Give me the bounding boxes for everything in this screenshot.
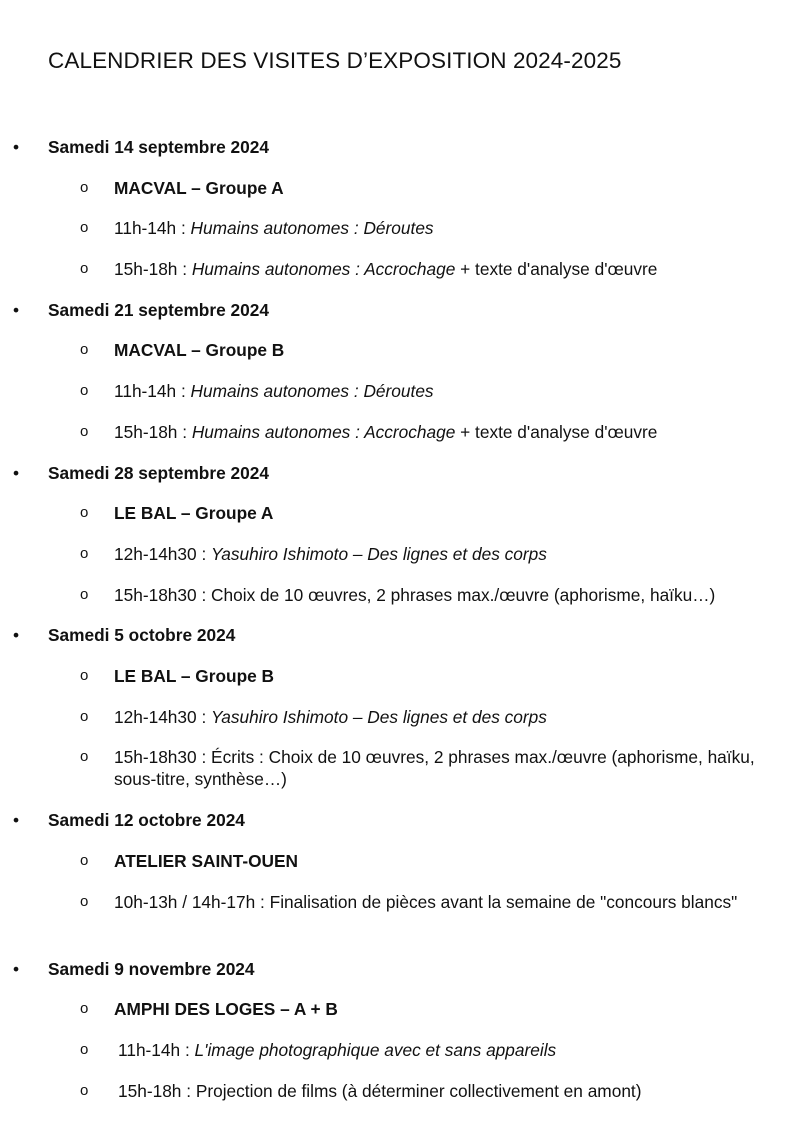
bullet-disc-icon: • (13, 625, 20, 646)
exhibition-title: Humains autonomes : Déroutes (190, 218, 434, 239)
venue-name: ATELIER SAINT-OUEN (114, 851, 299, 871)
exhibition-title: Yasuhiro Ishimoto – Des lignes et des corps (211, 543, 547, 564)
bullet-circle-icon: o (80, 260, 89, 278)
day-date: Samedi 28 septembre 2024 (48, 462, 269, 483)
day-date: Samedi 12 octobre 2024 (48, 810, 245, 831)
schedule-item (0, 258, 800, 299)
venue-item (0, 665, 800, 706)
bullet-circle-icon: o (80, 666, 89, 684)
schedule-item (0, 891, 800, 954)
bullet-circle-icon: o (80, 1041, 89, 1059)
bullet-circle-icon: o (80, 178, 89, 196)
day-heading (0, 809, 800, 850)
visit-calendar-list (0, 136, 800, 1120)
venue-name: MACVAL – Groupe B (114, 340, 285, 361)
day-date: Samedi 14 septembre 2024 (48, 137, 269, 157)
day-heading (0, 958, 800, 999)
schedule-time: 11h-14h : (114, 381, 191, 402)
bullet-circle-icon: o (80, 422, 89, 440)
day-date: Samedi 5 octobre 2024 (48, 625, 236, 646)
schedule-text: 15h-18h30 : Choix de 10 œuvres, 2 phrases max./œuvre (aphorisme, haïku…) (114, 584, 716, 605)
schedule-time: 11h-14h : (118, 1040, 195, 1061)
venue-name: AMPHI DES LOGES – A + B (114, 999, 338, 1020)
bullet-disc-icon: • (13, 810, 20, 831)
schedule-item (0, 1039, 800, 1080)
exhibition-title: Humains autonomes : Déroutes (190, 381, 434, 402)
schedule-item (0, 217, 800, 258)
bullet-circle-icon: o (80, 852, 89, 869)
day-heading (0, 136, 800, 177)
schedule-time: 15h-18h : (114, 421, 192, 442)
bullet-circle-icon: o (80, 341, 89, 359)
schedule-text: 15h-18h30 : Écrits : Choix de 10 œuvres, 2 phrases max./œuvre (aphorisme, haïku, sous-titre, synthèse…) (114, 747, 755, 790)
exhibition-title: Yasuhiro Ishimoto – Des lignes et des corps (211, 706, 547, 727)
exhibition-title: Humains autonomes : Accrochage (191, 421, 456, 442)
bullet-circle-icon: o (80, 1000, 89, 1018)
schedule-time: 12h-14h30 : (114, 543, 212, 564)
schedule-item (0, 421, 800, 462)
schedule-item (0, 543, 800, 584)
bullet-circle-icon: o (80, 504, 89, 522)
venue-item (0, 502, 800, 543)
page-title: CALENDRIER DES VISITES D’EXPOSITION 2024-2025 (48, 48, 622, 73)
bullet-disc-icon: • (13, 137, 20, 157)
schedule-note: + texte d'analyse d'œuvre (455, 259, 658, 280)
bullet-circle-icon: o (80, 544, 89, 562)
day-heading (0, 299, 800, 340)
schedule-time: 12h-14h30 : (114, 706, 212, 727)
schedule-item (0, 380, 800, 421)
bullet-circle-icon: o (80, 748, 89, 766)
bullet-disc-icon: • (13, 958, 20, 979)
venue-item (0, 998, 800, 1039)
bullet-disc-icon: • (13, 299, 20, 320)
schedule-time: 11h-14h : (114, 218, 191, 239)
schedule-item (0, 746, 800, 809)
venue-name: LE BAL – Groupe A (114, 503, 274, 524)
day-date: Samedi 21 septembre 2024 (48, 299, 269, 320)
bullet-circle-icon: o (80, 892, 89, 910)
venue-name: LE BAL – Groupe B (114, 665, 275, 686)
day-heading (0, 462, 800, 503)
venue-item (0, 339, 800, 380)
bullet-circle-icon: o (80, 219, 89, 237)
schedule-text: 15h-18h : Projection de films (à déterminer collectivement en amont) (118, 1080, 642, 1101)
schedule-item (0, 584, 800, 625)
day-heading (0, 624, 800, 665)
exhibition-title: Humains autonomes : Accrochage (191, 259, 456, 280)
schedule-text: 10h-13h / 14h-17h : Finalisation de pièces avant la semaine de "concours blancs" (114, 891, 738, 912)
schedule-note: + texte d'analyse d'œuvre (455, 421, 658, 442)
bullet-circle-icon: o (80, 382, 89, 400)
schedule-item (0, 1080, 800, 1121)
schedule-item (0, 706, 800, 747)
venue-name: MACVAL – Groupe A (114, 177, 284, 198)
bullet-circle-icon: o (80, 707, 89, 725)
schedule-time: 15h-18h : (114, 259, 192, 280)
bullet-circle-icon: o (80, 585, 89, 603)
venue-item (0, 177, 800, 218)
day-date: Samedi 9 novembre 2024 (48, 958, 255, 979)
bullet-disc-icon: • (13, 462, 20, 483)
exhibition-title: L'image photographique avec et sans appareils (194, 1040, 557, 1061)
bullet-circle-icon: o (80, 1081, 89, 1099)
venue-item (0, 850, 800, 891)
